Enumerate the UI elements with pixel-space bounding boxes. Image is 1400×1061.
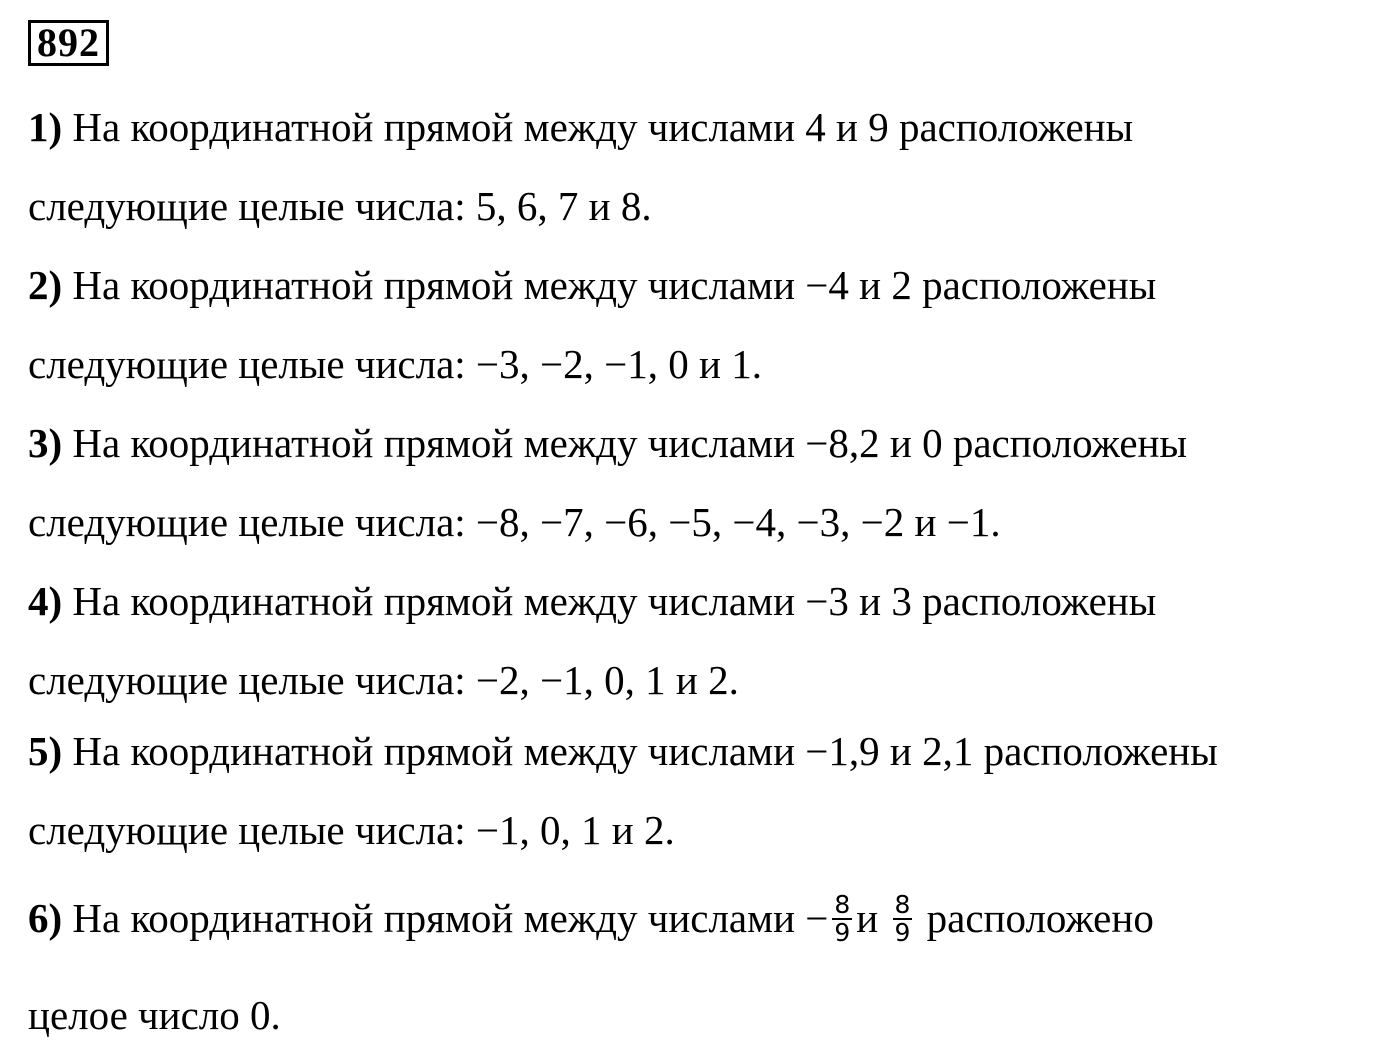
item-5-label: 5): [28, 728, 63, 774]
item-5-line-1: [28, 726, 1218, 776]
item-3-text-1: На координатной прямой между числами −8,2 и 0 расположены: [72, 420, 1188, 466]
problem-number: 892: [37, 20, 100, 65]
item-6-text-start: На координатной прямой между числами −: [72, 895, 829, 941]
item-1-text-1: На координатной прямой между числами 4 и 9 расположены: [72, 104, 1134, 150]
item-5-text-2: следующие целые числа: −1, 0, 1 и 2.: [28, 807, 675, 853]
item-6-line-1: [28, 889, 1154, 950]
fraction-1-numerator: 8: [834, 889, 851, 919]
item-3-line-2: [28, 497, 1001, 547]
fraction-2-numerator: 8: [894, 889, 911, 919]
fraction-eight-ninths: [893, 889, 913, 947]
item-6-text-mid: и: [856, 895, 879, 941]
problem-number-box: [28, 20, 109, 66]
item-2-text-1: На координатной прямой между числами −4 и 2 расположены: [72, 262, 1157, 308]
item-6-text-end: расположено: [926, 895, 1154, 941]
item-3-text-2: следующие целые числа: −8, −7, −6, −5, −4, −3, −2 и −1.: [28, 499, 1001, 545]
item-2-text-2: следующие целые числа: −3, −2, −1, 0 и 1.: [28, 341, 762, 387]
item-2-label: 2): [28, 262, 63, 308]
item-5-line-2: [28, 805, 675, 855]
item-3-label: 3): [28, 420, 63, 466]
item-4-text-2: следующие целые числа: −2, −1, 0, 1 и 2.: [28, 657, 739, 703]
item-1-text-2: следующие целые числа: 5, 6, 7 и 8.: [28, 183, 652, 229]
fraction-neg-eight-ninths: [832, 889, 852, 947]
item-4-line-1: [28, 576, 1156, 626]
item-3-line-1: [28, 418, 1187, 468]
item-2-line-1: [28, 260, 1156, 310]
item-1-line-2: [28, 181, 652, 231]
fraction-1-denominator: 9: [834, 917, 851, 947]
item-1-label: 1): [28, 104, 63, 150]
item-4-line-2: [28, 655, 739, 705]
item-1-line-1: [28, 102, 1133, 152]
item-6-text-2: целое число 0.: [28, 992, 281, 1038]
fraction-2-denominator: 9: [894, 917, 911, 947]
item-4-label: 4): [28, 578, 63, 624]
item-6-label: 6): [28, 895, 63, 941]
item-6-line-2: [28, 990, 281, 1040]
item-4-text-1: На координатной прямой между числами −3 и 3 расположены: [72, 578, 1157, 624]
item-2-line-2: [28, 339, 762, 389]
item-5-text-1: На координатной прямой между числами −1,9 и 2,1 расположены: [72, 728, 1218, 774]
